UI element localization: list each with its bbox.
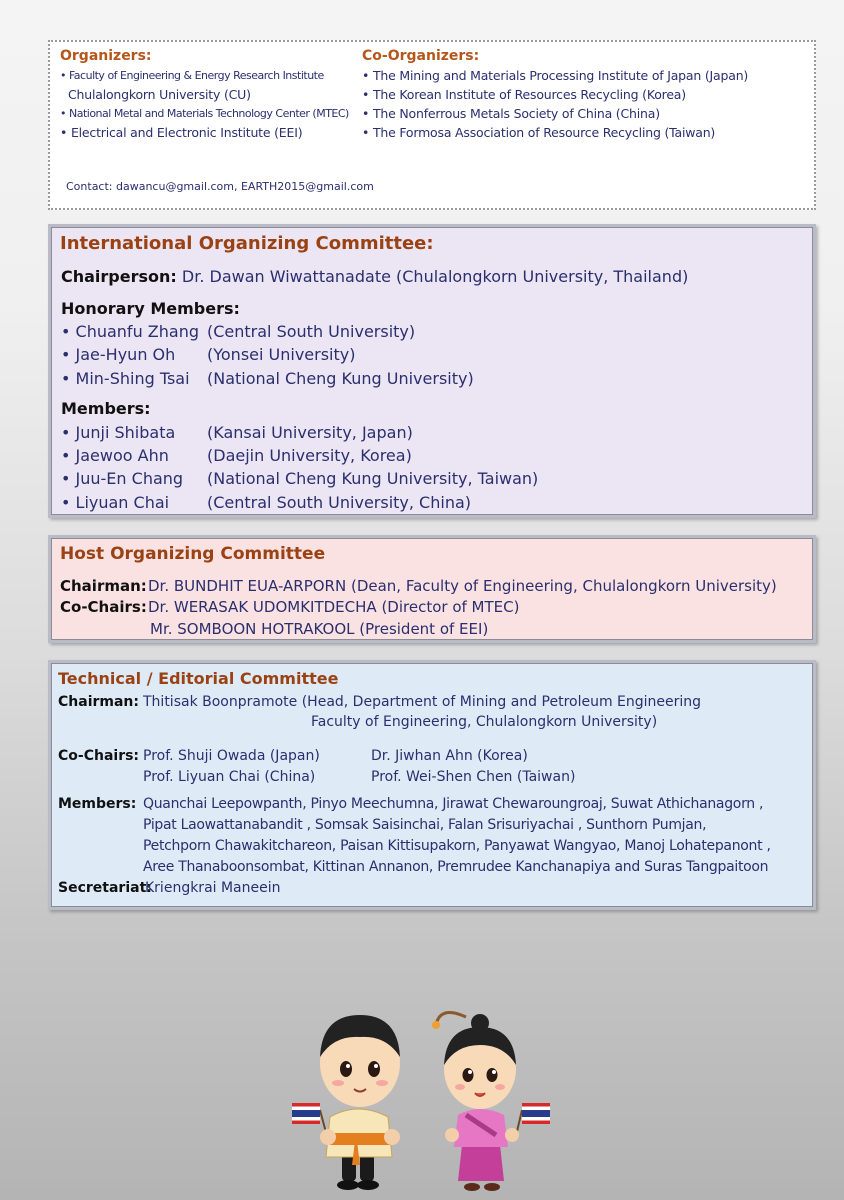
- tech-members-line: Aree Thanaboonsombat, Kittinan Annanon, Premrudee Kanchanapiya and Suras Tangpaitoon: [143, 859, 769, 875]
- technical-committee-panel: [48, 660, 816, 910]
- co-organizers-column: [362, 48, 802, 142]
- member-affiliation: (Central South University, China): [207, 493, 471, 512]
- member-row: • Jaewoo Ahn (Daejin University, Korea): [61, 446, 412, 465]
- host-cochairs-line: [60, 598, 519, 616]
- host-cochair-value: Mr. SOMBOON HOTRAKOOL (President of EEI): [150, 620, 489, 638]
- honorary-member-row: • Chuanfu Zhang (Central South University): [61, 322, 416, 341]
- member-row: • Liyuan Chai (Central South University, China): [61, 493, 471, 512]
- tech-members-label: Members:: [58, 796, 137, 812]
- organizers-heading: Organizers:: [60, 48, 152, 64]
- international-committee-panel: [48, 224, 816, 518]
- member-affiliation: (National Cheng Kung University): [207, 369, 474, 388]
- secretariat-label: Secretariat:: [58, 880, 152, 896]
- member-affiliation: (Daejin University, Korea): [207, 446, 412, 465]
- member-name: Min-Shing Tsai: [75, 369, 190, 388]
- tech-cochair: Prof. Shuji Owada (Japan): [143, 748, 320, 764]
- tech-members-line: Quanchai Leepowpanth, Pinyo Meechumna, Jirawat Chewaroungroaj, Suwat Athichanagorn ,: [143, 796, 764, 812]
- member-name: Junji Shibata: [75, 423, 176, 442]
- tech-cochair: Prof. Liyuan Chai (China): [143, 769, 316, 785]
- organizers-box: [48, 40, 816, 210]
- organizer-item: Chulalongkorn University (CU): [68, 87, 251, 102]
- host-chairman-line: [60, 577, 777, 595]
- host-cochairs-label: Co-Chairs:: [60, 598, 147, 616]
- tech-cochair: Prof. Wei-Shen Chen (Taiwan): [371, 769, 576, 785]
- member-name: Juu-En Chang: [75, 469, 184, 488]
- member-row: • Junji Shibata (Kansai University, Japan): [61, 423, 413, 442]
- thai-girl-mascot-icon: [432, 1013, 550, 1192]
- member-affiliation: (Yonsei University): [207, 345, 356, 364]
- international-committee-title: International Organizing Committee:: [60, 233, 434, 254]
- organizer-item: • Electrical and Electronic Institute (EEI): [60, 125, 303, 140]
- chairperson-label: Chairperson:: [61, 267, 177, 286]
- host-chairman-value: Dr. BUNDHIT EUA-ARPORN (Dean, Faculty of Engineering, Chulalongkorn University): [148, 577, 777, 595]
- member-affiliation: (Kansai University, Japan): [207, 423, 413, 442]
- member-name: Liyuan Chai: [75, 493, 170, 512]
- thai-boy-mascot-icon: [292, 1015, 400, 1190]
- tech-members-line: Petchporn Chawakitchareon, Paisan Kittisupakorn, Panyawat Wangyao, Manoj Lohatepanont ,: [143, 838, 771, 854]
- mascots-illustration: [290, 1005, 555, 1195]
- chairperson-line: [61, 267, 688, 286]
- honorary-member-row: • Jae-Hyun Oh (Yonsei University): [61, 345, 356, 364]
- organizer-item: • National Metal and Materials Technology Center (MTEC): [60, 107, 349, 120]
- host-chairman-label: Chairman:: [60, 577, 147, 595]
- member-name: Jaewoo Ahn: [75, 446, 169, 465]
- co-organizer-item: • The Korean Institute of Resources Recycling (Korea): [362, 87, 686, 102]
- organizer-item: • Faculty of Engineering & Energy Research Institute: [60, 69, 324, 82]
- member-row: • Juu-En Chang (National Cheng Kung University, Taiwan): [61, 469, 539, 488]
- co-organizers-heading: Co-Organizers:: [362, 48, 480, 64]
- chairperson-value: Dr. Dawan Wiwattanadate (Chulalongkorn University, Thailand): [181, 267, 689, 286]
- member-name: Chuanfu Zhang: [75, 322, 199, 341]
- co-organizer-item: • The Nonferrous Metals Society of China (China): [362, 106, 660, 121]
- host-committee-title: Host Organizing Committee: [60, 544, 326, 564]
- thai-flag-icon: [515, 1103, 550, 1140]
- member-affiliation: (National Cheng Kung University, Taiwan): [207, 469, 539, 488]
- tech-members-line: Pipat Laowattanabandit , Somsak Saisinchai, Falan Srisuriyachai , Sunthorn Pumjan,: [143, 817, 707, 833]
- co-organizer-item: • The Formosa Association of Resource Recycling (Taiwan): [362, 125, 716, 140]
- technical-committee-title: Technical / Editorial Committee: [58, 669, 339, 688]
- members-heading: Members:: [61, 399, 151, 418]
- host-committee-panel: [48, 535, 816, 643]
- tech-chairman-label: Chairman:: [58, 694, 139, 710]
- honorary-member-row: • Min-Shing Tsai (National Cheng Kung University): [61, 369, 474, 388]
- secretariat-value: Kriengkrai Maneein: [145, 880, 281, 896]
- tech-cochair: Dr. Jiwhan Ahn (Korea): [371, 748, 528, 764]
- host-cochair-value: Dr. WERASAK UDOMKITDECHA (Director of MTEC): [148, 598, 520, 616]
- honorary-members-heading: Honorary Members:: [61, 299, 240, 318]
- organizers-column: [60, 48, 360, 142]
- tech-chairman-value: Faculty of Engineering, Chulalongkorn University): [311, 714, 658, 730]
- member-name: Jae-Hyun Oh: [75, 345, 176, 364]
- co-organizer-item: • The Mining and Materials Processing Institute of Japan (Japan): [362, 68, 749, 83]
- member-affiliation: (Central South University): [207, 322, 416, 341]
- contact-line: Contact: dawancu@gmail.com, EARTH2015@gmail.com: [66, 180, 374, 193]
- tech-cochairs-label: Co-Chairs:: [58, 748, 140, 764]
- tech-chairman-value: Thitisak Boonpramote (Head, Department of Mining and Petroleum Engineering: [143, 694, 702, 710]
